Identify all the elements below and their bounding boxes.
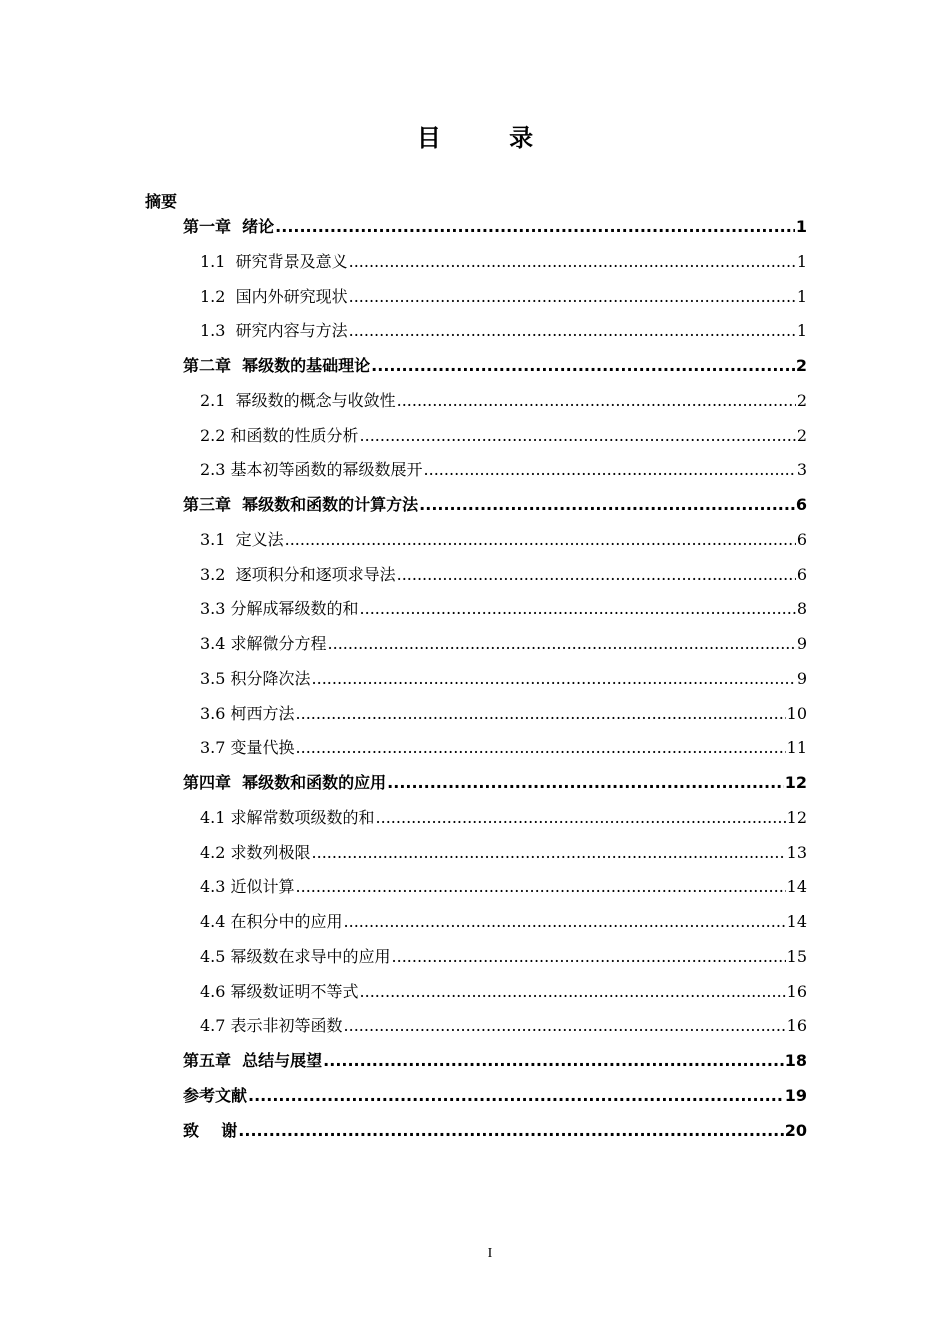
toc-dot-leader xyxy=(397,558,796,592)
toc-section-entry[interactable] xyxy=(200,870,807,904)
toc-dot-leader xyxy=(349,314,796,348)
toc-dot-leader xyxy=(296,697,786,731)
toc-section-entry[interactable] xyxy=(200,280,807,314)
toc-entry-label: 1.3 研究内容与方法 xyxy=(200,321,348,341)
toc-page-number: 1 xyxy=(795,217,807,236)
toc-chapter-entry[interactable] xyxy=(183,210,807,244)
page-number: I xyxy=(487,1246,493,1261)
toc-entry-label: 致 谢 xyxy=(183,1120,238,1140)
toc-page-number: 1 xyxy=(796,321,807,341)
toc-section-entry[interactable] xyxy=(200,801,807,835)
toc-section-entry[interactable] xyxy=(200,419,807,453)
toc-entry-label: 参考文献 xyxy=(183,1085,248,1105)
toc-section-entry[interactable] xyxy=(200,453,807,487)
abstract-heading[interactable]: 摘要 xyxy=(145,192,178,211)
toc-entry-label: 4.3 近似计算 xyxy=(200,877,295,897)
toc-dot-leader xyxy=(344,1009,786,1043)
toc-entry-label: 4.6 幂级数证明不等式 xyxy=(200,981,359,1001)
toc-entry-label: 4.2 求数列极限 xyxy=(200,842,311,862)
toc-dot-leader xyxy=(371,349,795,383)
toc-section-entry[interactable] xyxy=(200,1009,807,1043)
toc-page-number: 13 xyxy=(786,842,807,862)
toc-dot-leader xyxy=(349,280,796,314)
toc-dot-leader xyxy=(328,627,796,661)
toc-page-number: 2 xyxy=(796,425,807,445)
toc-page-number: 6 xyxy=(796,529,807,549)
toc-entry-label: 3.6 柯西方法 xyxy=(200,703,295,723)
toc-section-entry[interactable] xyxy=(200,523,807,557)
toc-page-number: 2 xyxy=(795,356,807,375)
toc-entry-label: 1.1 研究背景及意义 xyxy=(200,251,348,271)
toc-section-entry[interactable] xyxy=(200,245,807,279)
toc-entry-label: 3.3 分解成幂级数的和 xyxy=(200,599,359,619)
toc-page-number: 16 xyxy=(786,981,807,1001)
toc-page-number: 19 xyxy=(784,1085,807,1105)
toc-page-number: 12 xyxy=(786,807,807,827)
toc-section-entry[interactable] xyxy=(200,836,807,870)
toc-entry-label: 3.4 求解微分方程 xyxy=(200,634,327,653)
toc-chapter-entry[interactable] xyxy=(183,349,807,383)
toc-dot-leader xyxy=(248,1079,784,1113)
toc-page-number: 3 xyxy=(796,460,807,480)
toc-entry-label: 第四章 幂级数和函数的应用 xyxy=(183,773,387,792)
toc-dot-leader xyxy=(360,592,796,626)
toc-section-entry[interactable] xyxy=(200,940,807,974)
toc-dot-leader xyxy=(238,1114,783,1148)
toc-dot-leader xyxy=(349,245,796,279)
toc-page-number: 16 xyxy=(786,1016,807,1036)
toc-dot-leader xyxy=(424,453,796,487)
toc-chapter-entry[interactable] xyxy=(183,1114,807,1148)
toc-entry-label: 3.5 积分降次法 xyxy=(200,668,311,688)
toc-section-entry[interactable] xyxy=(200,975,807,1009)
toc-entry-label: 第三章 幂级数和函数的计算方法 xyxy=(183,495,419,514)
toc-entry-label: 第一章 绪论 xyxy=(183,217,275,236)
toc-entry-label: 4.1 求解常数项级数的和 xyxy=(200,807,375,827)
toc-entry-label: 2.1 幂级数的概念与收敛性 xyxy=(200,390,396,410)
toc-page-number: 18 xyxy=(784,1051,807,1070)
toc-entry-label: 第二章 幂级数的基础理论 xyxy=(183,356,371,375)
toc-page-number: 2 xyxy=(796,390,807,410)
toc-page-number: 15 xyxy=(786,946,807,966)
toc-section-entry[interactable] xyxy=(200,662,807,696)
toc-section-entry[interactable] xyxy=(200,384,807,418)
toc-section-entry[interactable] xyxy=(200,731,807,765)
toc-page-number: 1 xyxy=(796,251,807,271)
toc-chapter-entry[interactable] xyxy=(183,766,807,800)
toc-chapter-entry[interactable] xyxy=(183,488,807,522)
toc-dot-leader xyxy=(323,1044,784,1078)
toc-chapter-entry[interactable] xyxy=(183,1044,807,1078)
toc-entry-label: 2.2 和函数的性质分析 xyxy=(200,425,359,445)
toc-page-number: 11 xyxy=(786,738,807,758)
toc-section-entry[interactable] xyxy=(200,558,807,592)
toc-section-entry[interactable] xyxy=(200,905,807,939)
toc-entry-label: 4.5 幂级数在求导中的应用 xyxy=(200,946,391,966)
toc-dot-leader xyxy=(285,523,796,557)
toc-chapter-entry[interactable] xyxy=(183,1079,807,1113)
toc-section-entry[interactable] xyxy=(200,314,807,348)
toc-section-entry[interactable] xyxy=(200,592,807,626)
toc-dot-leader xyxy=(312,662,796,696)
toc-dot-leader xyxy=(344,905,786,939)
toc-dot-leader xyxy=(296,870,786,904)
page-title: 目 录 xyxy=(416,124,564,152)
toc-page-number: 6 xyxy=(796,564,807,584)
toc-page-number: 1 xyxy=(796,286,807,306)
toc-page-number: 14 xyxy=(786,877,807,897)
toc-entry-label: 3.7 变量代换 xyxy=(200,738,295,758)
toc-section-entry[interactable] xyxy=(200,697,807,731)
toc-dot-leader xyxy=(376,801,786,835)
toc-dot-leader xyxy=(397,384,796,418)
toc-entry-label: 3.1 定义法 xyxy=(200,529,284,549)
toc-dot-leader xyxy=(275,210,795,244)
toc-entry-label: 第五章 总结与展望 xyxy=(183,1051,323,1070)
toc-entry-label: 2.3 基本初等函数的幂级数展开 xyxy=(200,460,423,480)
toc-page-number: 10 xyxy=(786,703,807,723)
toc-entry-label: 3.2 逐项积分和逐项求导法 xyxy=(200,564,396,584)
toc-page-number: 20 xyxy=(784,1120,807,1140)
toc-dot-leader xyxy=(387,766,784,800)
toc-dot-leader xyxy=(360,975,786,1009)
toc-dot-leader xyxy=(312,836,786,870)
toc-entry-label: 1.2 国内外研究现状 xyxy=(200,286,348,306)
toc-dot-leader xyxy=(360,419,796,453)
toc-page-number: 6 xyxy=(795,495,807,514)
toc-page-number: 14 xyxy=(786,912,807,931)
toc-dot-leader xyxy=(392,940,786,974)
toc-entry-label: 4.4 在积分中的应用 xyxy=(200,912,343,931)
toc-dot-leader xyxy=(296,731,786,765)
toc-entry-label: 4.7 表示非初等函数 xyxy=(200,1016,343,1036)
toc-page-number: 9 xyxy=(796,668,807,688)
toc-dot-leader xyxy=(419,488,795,522)
toc-page-number: 9 xyxy=(796,634,807,653)
toc-section-entry[interactable] xyxy=(200,627,807,661)
toc-page-number: 12 xyxy=(784,773,807,792)
toc-page-number: 8 xyxy=(796,599,807,619)
